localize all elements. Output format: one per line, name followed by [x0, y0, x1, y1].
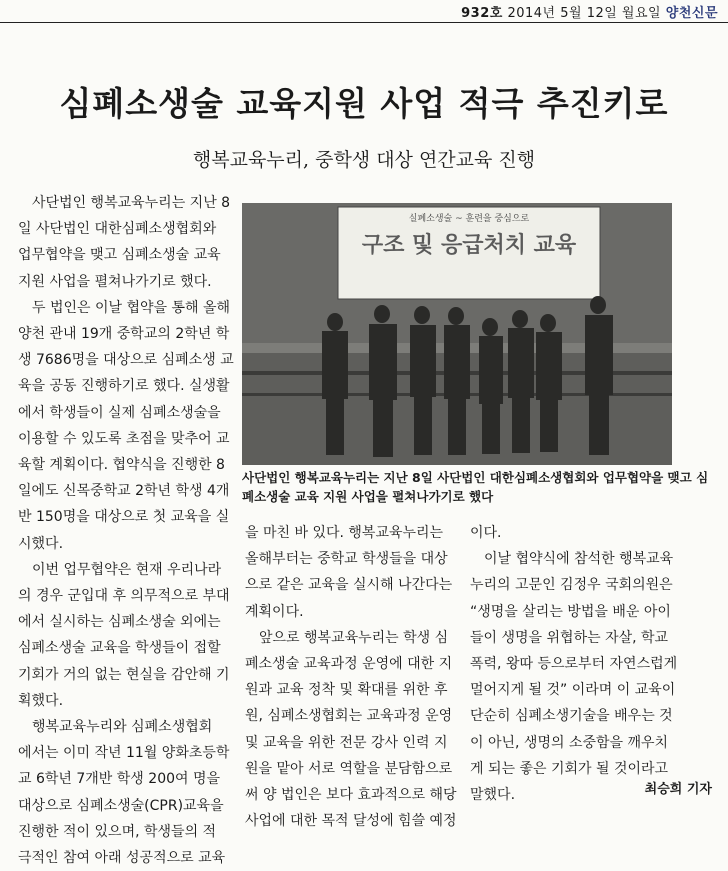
text-line: 에서 학생들이 실제 심폐소생술을 — [18, 404, 221, 421]
text-line: 육을 공동 진행하기로 했다. 실생활 — [18, 378, 230, 395]
paper-name: 양천신문 — [665, 6, 718, 21]
text-line: 이날 협약식에 참석한 행복교육 — [484, 551, 674, 568]
masthead-bar — [0, 0, 728, 22]
banner-subtitle: 실폐소생술 ~ 훈련을 중심으로 — [408, 214, 530, 224]
text-line: 진행한 적이 있으며, 학생들의 적 — [18, 823, 217, 840]
text-line: 원과 교육 정착 및 확대를 위한 후 — [245, 682, 448, 699]
text-line: 원을 맡아 서로 역할을 분담함으로 — [245, 760, 453, 777]
text-line: 들이 생명을 위협하는 자살, 학교 — [470, 629, 669, 646]
text-line: 기회가 거의 없는 현실을 감안해 기 — [18, 666, 230, 683]
text-line: “생명을 살리는 방법을 배운 아이 — [470, 603, 671, 620]
text-line: 극적인 참여 아래 성공적으로 교육 — [18, 850, 226, 867]
text-line: 반 150명을 대상으로 첫 교육을 실 — [18, 509, 230, 526]
text-line: 앞으로 행복교육누리는 학생 심 — [259, 629, 449, 646]
text-line: 이다. — [470, 525, 502, 541]
text-line: 심폐소생술 교육을 학생들이 접할 — [18, 640, 221, 657]
text-line: 게 되는 좋은 기회가 될 것이라고 — [470, 760, 669, 777]
text-line: 생 7686명을 대상으로 심폐소생 교 — [18, 352, 234, 369]
photo-caption — [242, 468, 709, 506]
text-line: 에서는 이미 작년 11월 양화초등학 — [18, 745, 230, 762]
text-line: 에서 실시하는 심폐소생술 외에는 — [18, 614, 221, 631]
text-line: 행복교육누리와 심폐소생협회 — [32, 719, 213, 736]
caption-line: 폐소생술 교육 지원 사업을 펼쳐나가기로 했다 — [242, 489, 494, 504]
header-rule — [0, 22, 728, 23]
text-line: 으로 같은 교육을 실시해 나간다는 — [245, 577, 453, 594]
issue-date: 2014년 5월 12일 월요일 — [507, 6, 662, 21]
paragraph — [18, 190, 231, 216]
text-line: 을 마친 바 있다. 행복교육누리는 — [245, 525, 444, 541]
text-line: 올해부터는 중학교 학생들을 대상 — [245, 551, 448, 568]
text-line: 이 아닌, 생명의 소중함을 깨우치 — [470, 734, 669, 751]
text-line: 육할 계획이다. 협약식을 진행한 8 — [18, 457, 225, 474]
article-photo — [242, 203, 672, 465]
text-line: 멀어지게 될 것” 이라며 이 교육이 — [470, 682, 676, 699]
body-column-1 — [18, 190, 234, 871]
text-line: 사단법인 행복교육누리는 지난 8 — [32, 195, 231, 211]
text-line: 및 교육을 위한 전문 강사 인력 지 — [245, 734, 448, 751]
byline: 최승희 기자 — [644, 782, 712, 797]
text-line: 이번 업무협약은 현재 우리나라 — [32, 561, 222, 578]
body-column-2 — [245, 520, 455, 834]
text-line: 이용할 수 있도록 초점을 맞추어 교 — [18, 430, 230, 447]
text-line: 단순히 심폐소생기술을 배우는 것 — [470, 708, 673, 725]
text-line: 양천 관내 19개 중학교의 2학년 학 — [18, 326, 230, 343]
text-line: 원, 심폐소생협회는 교육과정 운영 — [245, 708, 453, 725]
text-line: 누리의 고문인 김정우 국회의원은 — [470, 577, 673, 594]
banner — [338, 211, 600, 259]
issue-meta — [461, 2, 718, 21]
banner-title: 구조 및 응급처치 교육 — [361, 233, 577, 258]
paragraph — [18, 557, 223, 583]
text-line: 지원 사업을 펼쳐나가기로 했다. — [18, 273, 212, 290]
caption-line: 사단법인 행복교육누리는 지난 8일 사단법인 대한심폐소생협회와 업무협약을 맺고 심 — [242, 470, 709, 485]
text-line: 시했다. — [18, 535, 64, 552]
paragraph — [470, 546, 680, 572]
text-line: 두 법인은 이날 협약을 통해 올해 — [32, 299, 231, 316]
text-line: 대상으로 심폐소생술(CPR)교육을 — [18, 797, 224, 814]
paragraph — [18, 295, 231, 321]
text-line: 폭력, 왕따 등으로부터 자연스럽게 — [470, 656, 678, 673]
text-line: 업무협약을 맺고 심폐소생술 교육 — [18, 247, 221, 264]
paragraph — [18, 714, 223, 740]
text-line: 의 경우 군입대 후 의무적으로 부대 — [18, 588, 230, 605]
issue-number: 932호 — [461, 6, 503, 21]
headline: 심폐소생술 교육지원 사업 적극 추진키로 — [59, 84, 669, 123]
text-line: 써 양 법인은 보다 효과적으로 해당 — [245, 787, 457, 804]
text-line: 사업에 대한 목적 달성에 힘쓸 예정 — [245, 813, 457, 830]
text-line: 일에도 신목중학교 2학년 학생 4개 — [18, 483, 230, 500]
text-line: 획했다. — [18, 692, 64, 709]
text-line: 일 사단법인 대한심폐소생협회와 — [18, 221, 217, 238]
text-line: 폐소생술 교육과정 운영에 대한 지 — [245, 656, 453, 673]
text-line: 계획이다. — [245, 603, 304, 620]
body-column-3 — [470, 520, 680, 808]
paragraph — [245, 625, 455, 651]
text-line: 말했다. — [470, 787, 516, 804]
subheadline: 행복교육누리, 중학생 대상 연간교육 진행 — [192, 149, 536, 171]
text-line: 교 6학년 7개반 학생 200여 명을 — [18, 771, 221, 788]
